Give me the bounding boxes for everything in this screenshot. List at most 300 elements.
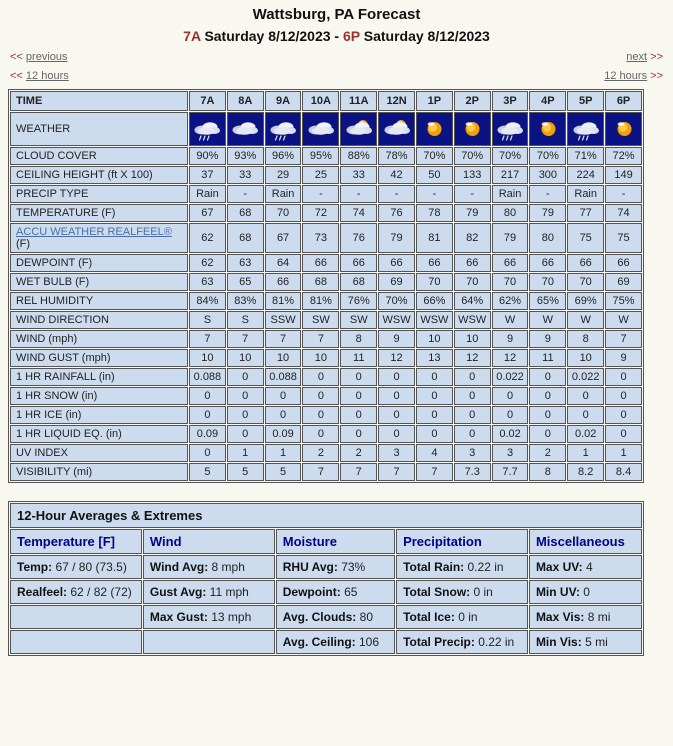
forecast-cell: 70 [492,273,529,291]
forecast-cell: 2 [529,444,566,462]
sun-cloud-icon [380,116,413,142]
summary-column-header: Precipitation [396,529,528,554]
forecast-row [10,147,642,165]
summary-column-header: Moisture [276,529,395,554]
forecast-cell: 7 [189,330,226,348]
forecast-cell: 84% [189,292,226,310]
forecast-cell: 9 [378,330,415,348]
forecast-cell: 0 [416,406,453,424]
summary-cell: Dewpoint: 65 [276,580,395,604]
forecast-cell: 133 [454,166,491,184]
forecast-cell: 66 [302,254,339,272]
forecast-cell: 2 [340,444,377,462]
weather-cell [529,112,566,146]
forecast-row-label: 1 HR RAINFALL (in) [10,368,188,386]
forecast-row-label: WIND (mph) [10,330,188,348]
forecast-cell: 79 [378,223,415,253]
summary-cell [143,630,275,654]
forecast-cell: 83% [227,292,264,310]
forecast-cell: 11 [529,349,566,367]
forecast-row [10,406,642,424]
summary-item-label: Avg. Ceiling: [282,635,356,649]
forecast-row [10,444,642,462]
time-column-header: 11A [340,91,377,111]
forecast-cell: 66 [529,254,566,272]
forecast-cell: 66 [567,254,604,272]
back-12-hours-arrow-icon: << [10,70,23,82]
summary-cell: Min UV: 0 [529,580,642,604]
forecast-cell: 0 [567,406,604,424]
forecast-cell: 66 [265,273,302,291]
forecast-cell: 81 [416,223,453,253]
weather-cell [302,112,339,146]
forecast-cell: 75 [567,223,604,253]
weather-cell [605,112,642,146]
forecast-cell: 80 [529,223,566,253]
forecast-cell: 0 [302,425,339,443]
forecast-cell: 78% [378,147,415,165]
sun-icon [531,116,564,142]
forecast-cell: WSW [454,311,491,329]
forecast-cell: 10 [416,330,453,348]
forecast-row-label: VISIBILITY (mi) [10,463,188,481]
range-end-time: 6P [342,28,360,44]
forecast-cell: 10 [302,349,339,367]
forecast-cell: 0.088 [265,368,302,386]
forecast-cell: W [492,311,529,329]
forecast-cell: 72% [605,147,642,165]
summary-cell: Realfeel: 62 / 82 (72) [10,580,142,604]
forecast-cell: 7.7 [492,463,529,481]
forecast-cell: 69 [605,273,642,291]
forecast-cell: 66 [378,254,415,272]
forecast-row [10,204,642,222]
forward-12-hours-arrow-icon: >> [650,70,663,82]
forecast-cell: 79 [492,223,529,253]
forecast-cell: 75 [605,223,642,253]
forecast-cell: 7 [302,463,339,481]
summary-cell: Max Gust: 13 mph [143,605,275,629]
cloud-icon [304,116,337,142]
forecast-cell: 76 [378,204,415,222]
forecast-cell: WSW [378,311,415,329]
forecast-cell: WSW [416,311,453,329]
forecast-cell: 70% [454,147,491,165]
forecast-cell: 68 [227,204,264,222]
forecast-cell: SSW [265,311,302,329]
forecast-row-label: WIND GUST (mph) [10,349,188,367]
forecast-cell: 0 [340,425,377,443]
forecast-row [10,166,642,184]
summary-data-row [10,605,642,629]
forecast-cell: 79 [454,204,491,222]
forecast-cell: 65 [227,273,264,291]
forecast-cell: 4 [416,444,453,462]
forecast-cell: - [302,185,339,203]
rain-cloud-icon [267,116,300,142]
summary-item-label: Min Vis: [535,635,582,649]
forecast-cell: 9 [605,349,642,367]
summary-header-row [10,529,642,554]
forecast-cell: 42 [378,166,415,184]
sun-icon [607,116,640,142]
forecast-cell: 70 [454,273,491,291]
forecast-cell: 0 [529,387,566,405]
forecast-cell: 7 [340,463,377,481]
summary-item-label: Max Gust: [149,610,208,624]
forecast-cell: 11 [340,349,377,367]
summary-item-label: Gust Avg: [149,585,207,599]
forecast-cell: 78 [416,204,453,222]
forecast-cell: - [605,185,642,203]
forecast-cell: 64 [265,254,302,272]
forecast-cell: - [454,185,491,203]
forecast-cell: 0 [605,368,642,386]
forecast-row [10,254,642,272]
forecast-cell: 0 [340,387,377,405]
range-end-date: Saturday 8/12/2023 [363,28,490,44]
summary-cell: Total Snow: 0 in [396,580,528,604]
forecast-cell: 68 [227,223,264,253]
forecast-cell: 1 [265,444,302,462]
summary-title-row [10,503,642,528]
forecast-cell: 224 [567,166,604,184]
summary-cell: Avg. Ceiling: 106 [276,630,395,654]
forecast-row [10,273,642,291]
forecast-cell: 0 [378,368,415,386]
forward-12-hours-link[interactable] [604,70,663,82]
forecast-row-label: DEWPOINT (F) [10,254,188,272]
summary-cell: Max Vis: 8 mi [529,605,642,629]
forecast-row [10,223,642,253]
forecast-cell: 63 [189,273,226,291]
summary-item-label: Total Rain: [403,560,465,574]
summary-item-label: Dewpoint: [282,585,341,599]
time-column-header: 12N [378,91,415,111]
forecast-cell: 62 [189,223,226,253]
summary-item-label: Wind Avg: [149,560,209,574]
forecast-cell: 63 [227,254,264,272]
forecast-cell: 50 [416,166,453,184]
cloud-icon [229,116,262,142]
forecast-cell: 7 [416,463,453,481]
forecast-cell: Rain [189,185,226,203]
forecast-cell: 80 [492,204,529,222]
forecast-cell: 93% [227,147,264,165]
weather-cell [416,112,453,146]
forecast-cell: 79 [529,204,566,222]
forecast-cell: Rain [265,185,302,203]
forecast-cell: 74 [340,204,377,222]
forecast-cell: 70% [378,292,415,310]
rain-cloud-icon [494,116,527,142]
summary-cell: RHU Avg: 73% [276,555,395,579]
time-column-header: 6P [605,91,642,111]
forecast-cell: 33 [227,166,264,184]
time-column-header: 5P [567,91,604,111]
forecast-cell: 1 [605,444,642,462]
forecast-cell: 75% [605,292,642,310]
forecast-cell: 0 [189,387,226,405]
forecast-cell: 0.02 [567,425,604,443]
summary-column-header: Temperature [F] [10,529,142,554]
forecast-cell: - [529,185,566,203]
forecast-cell: 1 [227,444,264,462]
sun-icon [456,116,489,142]
forecast-row [10,292,642,310]
forecast-cell: 0 [302,406,339,424]
forecast-row [10,349,642,367]
forecast-cell: 77 [567,204,604,222]
page-title: Wattsburg, PA Forecast [252,6,421,23]
weather-cell [567,112,604,146]
summary-title: 12-Hour Averages & Extremes [10,503,642,528]
time-column-header: 3P [492,91,529,111]
time-column-header: 9A [265,91,302,111]
summary-cell: Total Rain: 0.22 in [396,555,528,579]
forecast-cell: 300 [529,166,566,184]
forecast-cell: 0 [492,406,529,424]
forecast-cell: 7 [265,330,302,348]
summary-data-row [10,630,642,654]
summary-cell: Wind Avg: 8 mph [143,555,275,579]
forecast-row-label: 1 HR ICE (in) [10,406,188,424]
forecast-cell: 33 [340,166,377,184]
forecast-cell: 3 [378,444,415,462]
forecast-cell: 76 [340,223,377,253]
forecast-cell: 66 [454,254,491,272]
forecast-cell: 0 [529,406,566,424]
accuweather-realfeel-link[interactable]: ACCU WEATHER REALFEEL® [16,226,172,238]
weather-cell [454,112,491,146]
summary-item-label: Realfeel: [17,585,68,599]
summary-column-header: Wind [143,529,275,554]
forecast-cell: - [416,185,453,203]
time-column-header: 10A [302,91,339,111]
forecast-cell: 9 [492,330,529,348]
forecast-cell: Rain [492,185,529,203]
forecast-cell: 0 [227,387,264,405]
forecast-cell: 69 [378,273,415,291]
forecast-cell: 25 [302,166,339,184]
forecast-cell: 71% [567,147,604,165]
rain-cloud-icon [569,116,602,142]
forecast-cell: 2 [302,444,339,462]
previous-link-label[interactable]: previous [25,51,68,63]
forecast-cell: S [227,311,264,329]
forecast-cell: 0 [416,425,453,443]
forecast-cell: 0 [605,425,642,443]
time-column-header: 7A [189,91,226,111]
summary-item-label: Min UV: [535,585,580,599]
summary-cell: Temp: 67 / 80 (73.5) [10,555,142,579]
time-column-header: 1P [416,91,453,111]
back-12-hours-link[interactable] [10,70,69,82]
forecast-cell: 13 [416,349,453,367]
summary-column-header: Miscellaneous [529,529,642,554]
forecast-row-label: CEILING HEIGHT (ft X 100) [10,166,188,184]
forecast-cell: 0 [227,406,264,424]
forecast-cell: 149 [605,166,642,184]
rain-cloud-icon [191,116,224,142]
forecast-cell: 70% [529,147,566,165]
forecast-cell: 12 [492,349,529,367]
forecast-cell: 0.088 [189,368,226,386]
nav-row-hourly [0,51,673,63]
forecast-cell: 70 [265,204,302,222]
time-row-label: TIME [10,91,188,111]
forecast-cell: 8.2 [567,463,604,481]
previous-link[interactable] [10,51,68,63]
summary-item-label: RHU Avg: [282,560,338,574]
forecast-cell: 0 [416,387,453,405]
forecast-cell: 0 [416,368,453,386]
forecast-cell: 66 [492,254,529,272]
forecast-cell: 0 [340,368,377,386]
forecast-cell: 73 [302,223,339,253]
forecast-cell: Rain [567,185,604,203]
forecast-cell: 10 [454,330,491,348]
forecast-cell: 5 [265,463,302,481]
forecast-cell: 0 [227,368,264,386]
forecast-cell: 88% [340,147,377,165]
summary-item-label: Total Snow: [403,585,471,599]
weather-row [10,112,642,146]
forecast-row-label: REL HUMIDITY [10,292,188,310]
forecast-row-label: CLOUD COVER [10,147,188,165]
back-12-hours-label[interactable]: 12 hours [25,70,69,82]
next-link[interactable] [626,51,663,63]
forecast-row [10,185,642,203]
summary-item-label: Max UV: [535,560,583,574]
time-column-header: 4P [529,91,566,111]
forecast-cell: 0.022 [567,368,604,386]
forecast-cell: 0 [302,387,339,405]
forecast-cell: 5 [227,463,264,481]
forecast-cell: 0 [567,387,604,405]
forecast-cell: 9 [529,330,566,348]
forecast-cell: 1 [567,444,604,462]
forecast-cell: 10 [227,349,264,367]
forecast-cell: 0.09 [189,425,226,443]
forecast-cell: 7 [378,463,415,481]
forecast-cell: 3 [492,444,529,462]
summary-data-row [10,580,642,604]
forecast-table [8,89,644,483]
weather-cell [378,112,415,146]
summary-cell: Max UV: 4 [529,555,642,579]
time-column-header: 2P [454,91,491,111]
forecast-cell: 67 [265,223,302,253]
forecast-cell: 62% [492,292,529,310]
forecast-cell: W [529,311,566,329]
forecast-cell: 0 [454,387,491,405]
forecast-cell: 12 [454,349,491,367]
forecast-cell: 0.09 [265,425,302,443]
summary-cell [10,605,142,629]
forecast-row-label: WET BULB (F) [10,273,188,291]
forecast-cell: 68 [302,273,339,291]
forecast-cell: 8 [529,463,566,481]
forecast-cell: 0 [378,387,415,405]
summary-cell: Avg. Clouds: 80 [276,605,395,629]
forecast-cell: 70% [416,147,453,165]
summary-cell: Min Vis: 5 mi [529,630,642,654]
sun-cloud-icon [342,116,375,142]
summary-cell: Total Precip: 0.22 in [396,630,528,654]
forecast-row [10,311,642,329]
forecast-cell: 62 [189,254,226,272]
sun-icon [418,116,451,142]
forecast-cell: 0 [302,368,339,386]
next-arrow-icon: >> [650,51,663,63]
forecast-cell: 64% [454,292,491,310]
forecast-cell: 74 [605,204,642,222]
summary-item-label: Temp: [17,560,53,574]
forecast-cell: SW [302,311,339,329]
forecast-row-label: 1 HR SNOW (in) [10,387,188,405]
forecast-row [10,368,642,386]
forecast-cell: 81% [302,292,339,310]
forecast-cell: 7 [605,330,642,348]
forecast-cell: 8 [567,330,604,348]
forecast-cell: 0 [605,406,642,424]
next-link-label[interactable]: next [626,51,648,63]
forecast-cell: 0.02 [492,425,529,443]
forecast-row [10,330,642,348]
weather-cell [492,112,529,146]
forecast-cell: 29 [265,166,302,184]
time-column-header: 8A [227,91,264,111]
forward-12-hours-label[interactable]: 12 hours [604,70,648,82]
forecast-cell: 7 [302,330,339,348]
forecast-cell: 0 [454,368,491,386]
forecast-cell: 3 [454,444,491,462]
forecast-cell: - [227,185,264,203]
forecast-cell: 0 [189,406,226,424]
forecast-cell: W [605,311,642,329]
forecast-cell: 81% [265,292,302,310]
forecast-cell: 0 [529,368,566,386]
forecast-cell: - [340,185,377,203]
forecast-cell: 76% [340,292,377,310]
forecast-row-label: WIND DIRECTION [10,311,188,329]
forecast-cell: 5 [189,463,226,481]
forecast-cell: 10 [567,349,604,367]
forecast-cell: 12 [378,349,415,367]
forecast-cell: 0 [378,425,415,443]
forecast-cell: 67 [189,204,226,222]
forecast-cell: 0 [454,406,491,424]
forecast-cell: 82 [454,223,491,253]
forecast-cell: 68 [340,273,377,291]
summary-item-label: Total Ice: [403,610,455,624]
range-start-time: 7A [183,28,201,44]
range-separator: - [334,28,340,44]
forecast-cell: 69% [567,292,604,310]
forecast-cell: W [567,311,604,329]
forecast-cell: 7 [227,330,264,348]
forecast-cell: 0 [454,425,491,443]
summary-item-label: Total Precip: [403,635,475,649]
forecast-cell: 0 [378,406,415,424]
forecast-cell: 96% [265,147,302,165]
forecast-cell: 90% [189,147,226,165]
forecast-row [10,463,642,481]
forecast-cell: 70 [567,273,604,291]
forecast-cell: 0 [265,406,302,424]
forecast-cell: 0.022 [492,368,529,386]
